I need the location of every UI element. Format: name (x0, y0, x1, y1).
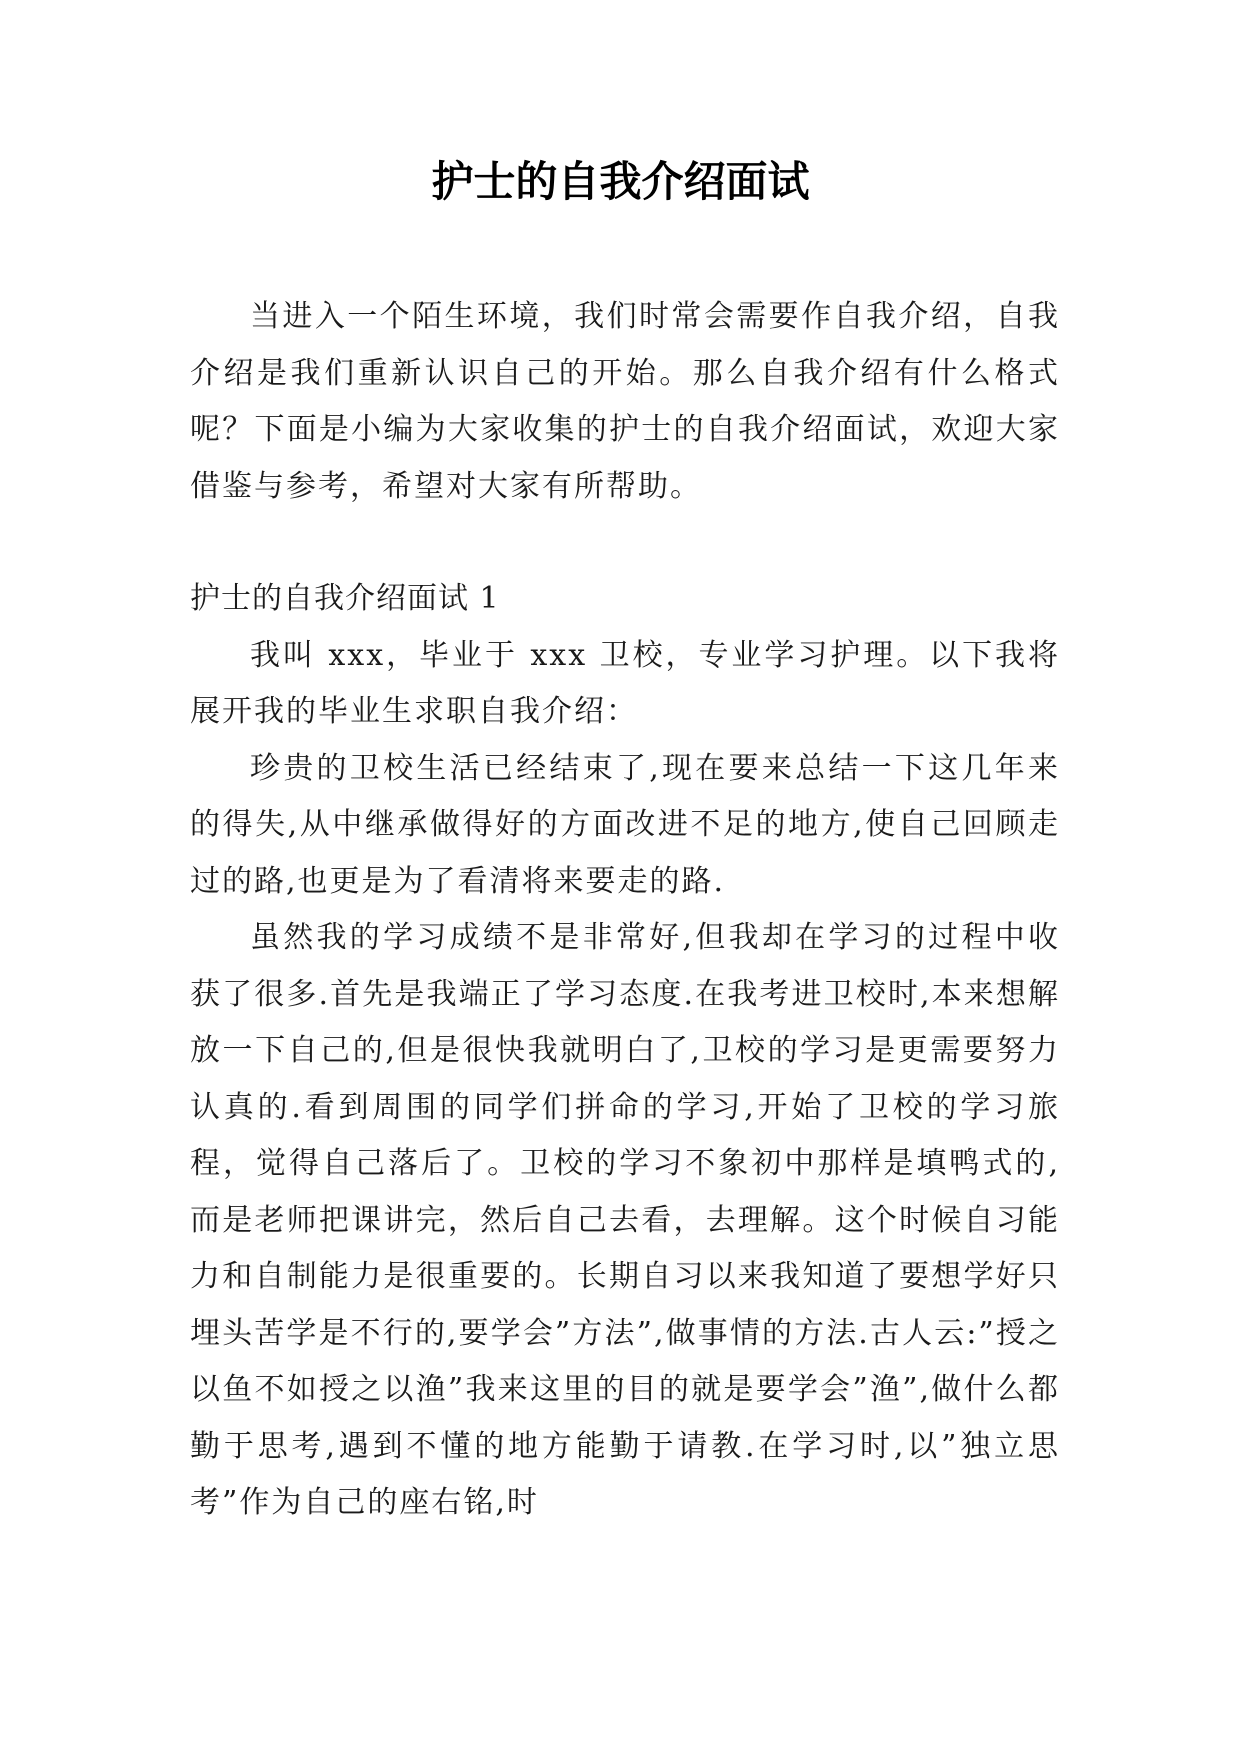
body-paragraph: 珍贵的卫校生活已经结束了,现在要来总结一下这几年来的得失,从中继承做得好的方面改进不足的地方,使自己回顾走过的路,也更是为了看清将来要走的路. (190, 750, 1060, 899)
body-paragraph: 我叫 xxx，毕业于 xxx 卫校，专业学习护理。以下我将展开我的毕业生求职自我介绍： (190, 637, 1060, 729)
document-body (190, 289, 1060, 1532)
document-title: 护士的自我介绍面试 (431, 157, 810, 206)
section-heading: 护士的自我介绍面试 1 (190, 581, 500, 616)
intro-paragraph: 当进入一个陌生环境，我们时常会需要作自我介绍，自我介绍是我们重新认识自己的开始。那么自我介绍有什么格式呢？下面是小编为大家收集的护士的自我介绍面试，欢迎大家借鉴与参考，希望对大家有所帮助。 (190, 299, 1060, 504)
body-paragraph: 虽然我的学习成绩不是非常好,但我却在学习的过程中收获了很多.首先是我端正了学习态度.在我考进卫校时,本来想解放一下自己的,但是很快我就明白了,卫校的学习是更需要努力认真的.看到周围的同学们拼命的学习,开始了卫校的学习旅程，觉得自己落后了。卫校的学习不象初中那样是填鸭式的,而是老师把课讲完，然后自己去看，去理解。这个时候自习能力和自制能力是很重要的。长期自习以来我知道了要想学好只埋头苦学是不行的,要学会”方法”,做事情的方法.古人云:”授之以鱼不如授之以渔”我来这里的目的就是要学会”渔”,做什么都勤于思考,遇到不懂的地方能勤于请教.在学习时,以”独立思考”作为自己的座右铭,时 (190, 920, 1060, 1520)
